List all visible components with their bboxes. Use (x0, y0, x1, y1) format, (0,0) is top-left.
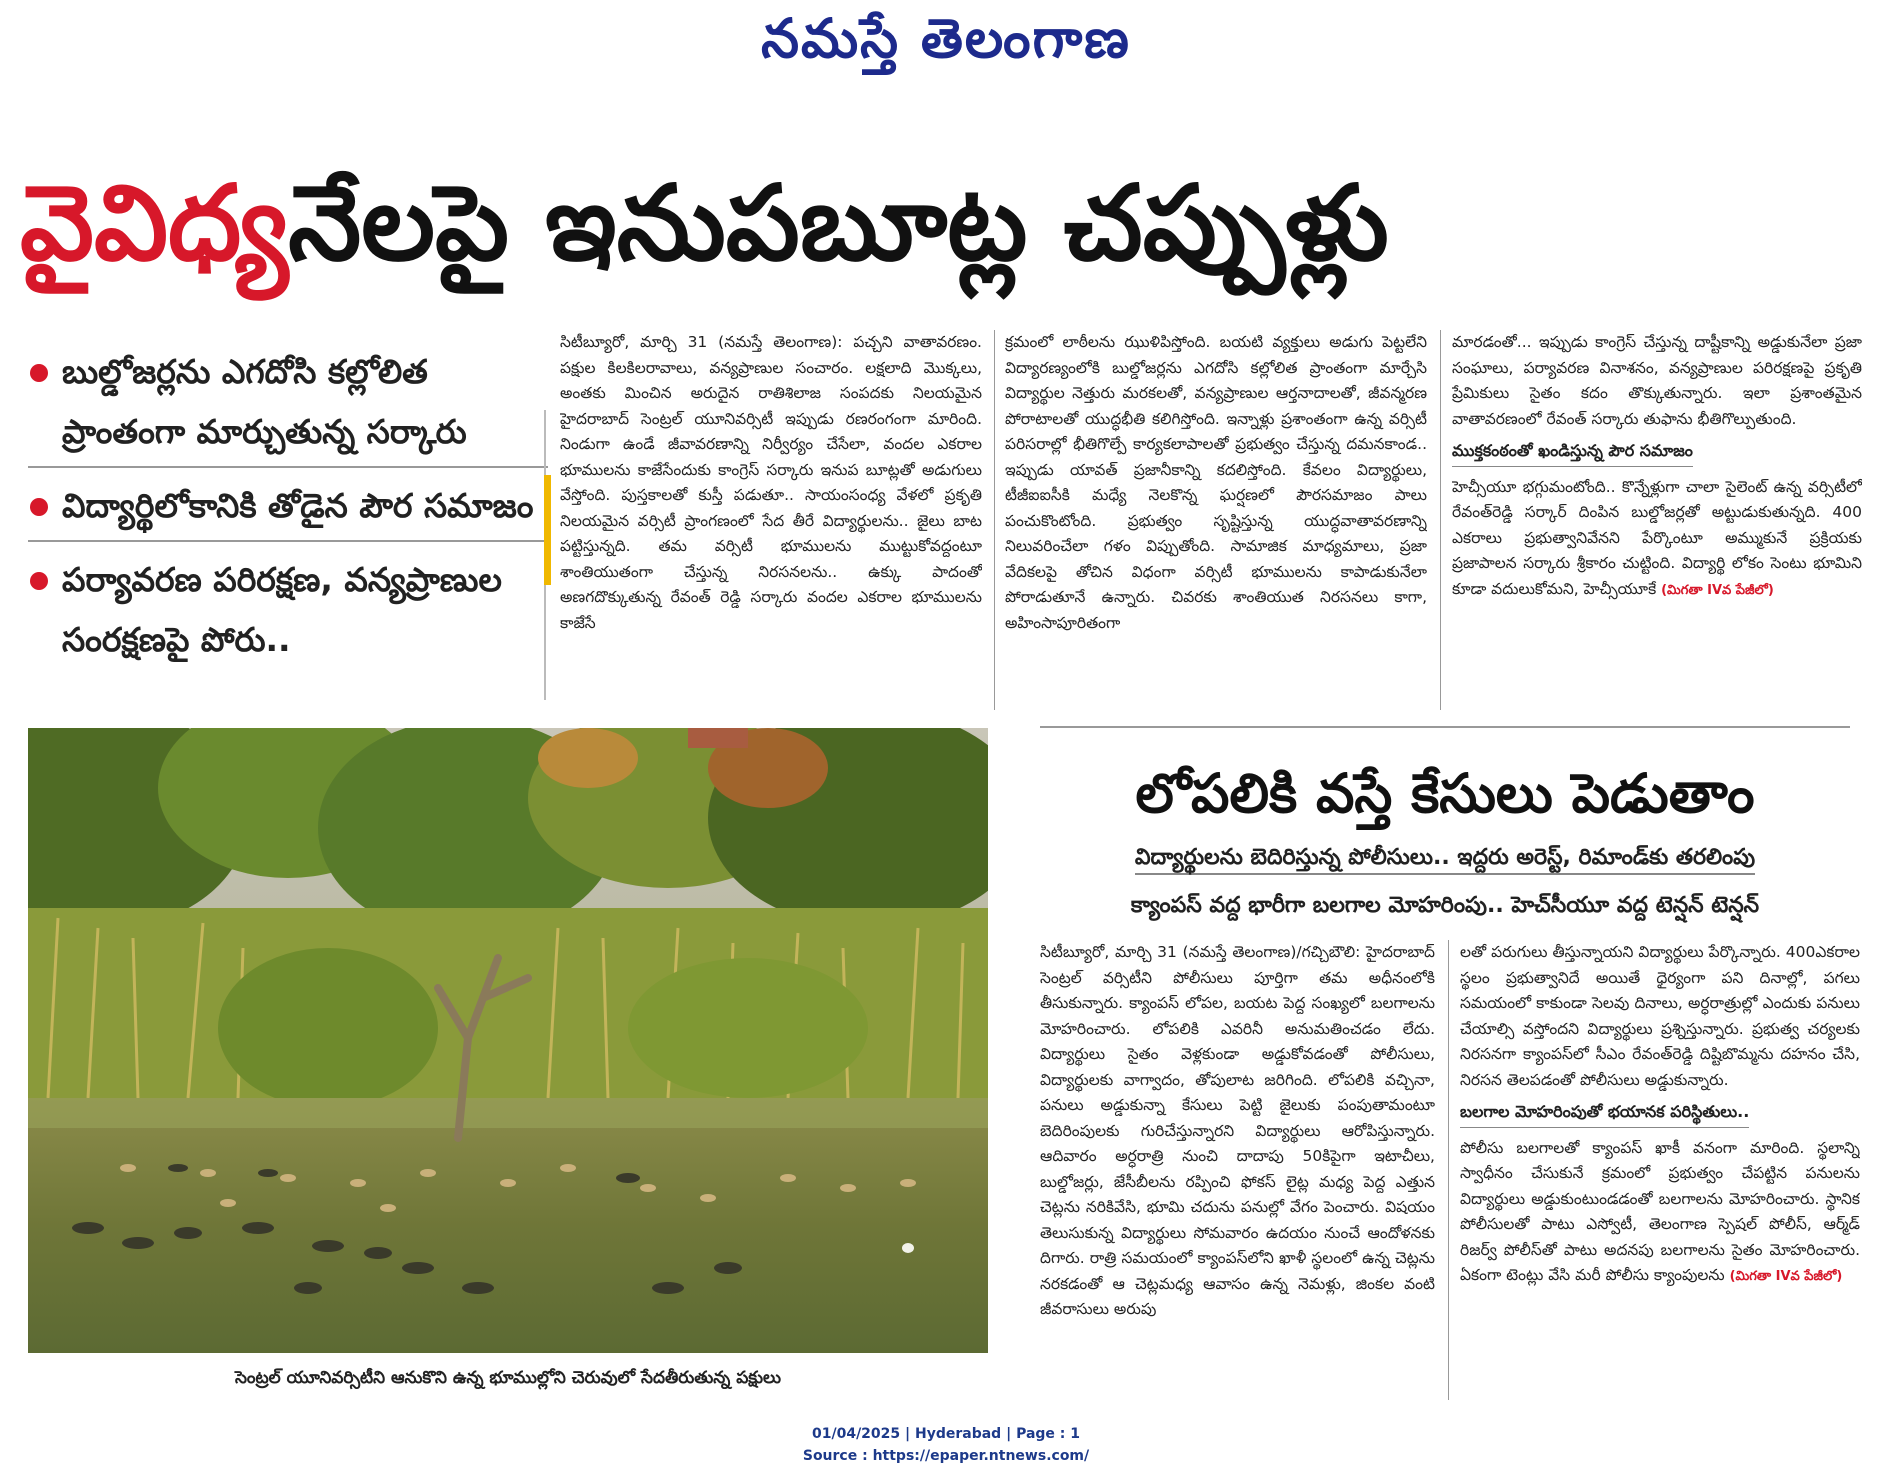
bullet-text: బుల్డోజర్లను ఎగదోసి కల్లోలిత ప్రాంతంగా మార్చుతున్న సర్కారు (62, 352, 467, 451)
lake-birds-image (28, 728, 988, 1353)
bullet-dot-icon (30, 364, 48, 382)
footer-source-line: Source : https://epaper.ntnews.com/ (802, 1448, 1090, 1464)
headline-red-part: వైవిధ్య (20, 162, 289, 284)
bullet-item (28, 342, 548, 468)
continued-note: (మిగతా IVవ పేజీలో) (1729, 1269, 1843, 1284)
story1-column-2 (1005, 330, 1427, 710)
bullet-text: విద్యార్థిలోకానికి తోడైన పౌర సమాజం (62, 486, 534, 525)
story2-col1-text: సిటీబ్యూరో, మార్చి 31 (నమస్తే తెలంగాణ)/గచ్చిబౌలి: హైదరాబాద్ సెంట్రల్ వర్సిటీని పోలీసులు పూర్తిగా తమ అధీనంలోకి తీసుకున్నారు. క్యాంపస్ లోపల, బయట పెద్ద సంఖ్యలో బలగాలను మోహరించారు. లోపలికి ఎవరినీ అనుమతించడం లేదు. విద్యార్థులు సైతం వెళ్లకుండా అడ్డుకోవడంతో పోలీసులు, విద్యార్థులకు వాగ్వాదం, తోపులాట జరిగింది. లోపలికి వచ్చినా, పనులు అడ్డుకున్నా కేసులు పెట్టి జైలుకు పంపుతామంటూ బెదిరింపులకు గురిచేస్తున్నారని విద్యార్థులు ఆరోపిస్తున్నారు. ఆదివారం అర్ధరాత్రి నుంచి దాదాపు 50కిపైగా ఇటాచీలు, బుల్డోజర్లు, జేసీబీలను రప్పించి ఫోకస్ లైట్ల మధ్య పెద్ద ఎత్తున చెట్లను నరికివేసి, భూమి చదును పనుల్లో వేగం పెంచారు. విషయం తెలుసుకున్న విద్యార్థులు సోమవారం ఉదయం నుంచే ఆందోళనకు దిగారు. రాత్రి సమయంలో క్యాంపస్‌లోని ఖాళీ స్థలంలో ఉన్న చెట్లను నరకడంతో ఆ చెట్లమధ్య ఆవాసం ఉన్న నెమళ్లు, జింకల వంటి జీవరాసులు అరుపు (1040, 943, 1435, 1318)
story2-deck-1 (1040, 845, 1850, 875)
story2-col2a-text: లతో పరుగులు తీస్తున్నాయని విద్యార్థులు పేర్కొన్నారు. 400ఎకరాల స్థలం ప్రభుత్వానిదే అయితే ధైర్యంగా పని దినాల్లో, పగలు సమయంలో కాకుండా సెలవు దినాలు, అర్ధరాత్రుల్లో ఎందుకు పనులు చేయాల్సి వస్తోందని విద్యార్థులు ప్రశ్నిస్తున్నారు. ప్రభుత్వ చర్యలకు నిరసనగా క్యాంపస్‌లో సీఎం రేవంత్‌రెడ్డి దిష్టిబొమ్మను దహనం చేసి, నిరసన తెలపడంతో పోలీసులు అడ్డుకున్నారు. (1460, 943, 1860, 1089)
section-divider (1040, 726, 1850, 728)
story2-subhead: బలగాల మోహరింపుతో భయానక పరిస్థితులు.. (1460, 1099, 1749, 1128)
lake-photo (28, 728, 988, 1353)
footer-date-line: 01/04/2025 | Hyderabad | Page : 1 (811, 1426, 1081, 1442)
story1-column-1 (560, 330, 982, 710)
column-divider (994, 330, 995, 710)
story2-col2b-text: పోలీసు బలగాలతో క్యాంపస్ ఖాకీ వనంగా మారింది. స్థలాన్ని స్వాధీనం చేసుకునే క్రమంలో ప్రభుత్వం చేపట్టిన పనులను విద్యార్థులు అడ్డుకుంటుండడంతో బలగాలను మోహరించారు. స్థానిక పోలీసులతో పాటు ఎస్వోటీ, తెలంగాణ స్పెషల్ పోలీస్, ఆర్మ్‌డ్ రిజర్వ్ పోలీస్‌తో పాటు అదనపు బలగాలను సైతం మోహరించారు. ఏకంగా టెంట్లు వేసి మరీ పోలీసు క్యాంపులను (1460, 1138, 1860, 1284)
masthead-logo: నమస్తే తెలంగాణ (761, 6, 1131, 70)
main-headline (20, 138, 1870, 308)
story1-column-3 (1452, 330, 1862, 710)
deck1-text: విద్యార్థులను బెదిరిస్తున్న పోలీసులు.. ఇద్దరు అరెస్ట్, రిమాండ్‌కు తరలింపు (1135, 845, 1755, 875)
story2-deck-2: క్యాంపస్ వద్ద భారీగా బలగాల మోహరింపు.. హెచ్‌సీయూ వద్ద టెన్షన్ టెన్షన్ (1130, 893, 1760, 918)
story2-column-1 (1040, 940, 1435, 1400)
story1-col3b-text: హెచ్సీయూ భగ్గుమంటోంది.. కొన్నేళ్లుగా చాలా సైలెంట్ ఉన్న వర్సిటీలో రేవంత్‌రెడ్డి సర్కార్ దింపిన బుల్డోజర్లతో అట్టుడుకుతున్నది. 400 ఎకరాలు ప్రభుత్వానివేనని పేర్కొంటూ అమ్ముకునే ప్రక్రియకు ప్రజాపాలన సర్కారు శ్రీకారం చుట్టింది. విద్యార్థి లోకం సెంటు భూమిని కూడా వదులుకోమని, హెచ్సీయూకే (1452, 477, 1862, 598)
bullet-item (28, 550, 548, 674)
photo-caption: సెంట్రల్ యూనివర్సిటీని ఆనుకొని ఉన్న భూముల్లోని చెరువులో సేదతీరుతున్న పక్షులు (235, 1368, 781, 1388)
story1-col2-text: క్రమంలో లాఠీలను ఝుళిపిస్తోంది. బయటి వ్యక్తులు అడుగు పెట్టలేని విద్యారణ్యంలోకి బుల్డోజర్లను ఎగదోసి కల్లోలిత ప్రాంతంగా మార్చేసి విద్యార్థుల నెత్తురు మరకలతో, వన్యప్రాణుల ఆర్తనాదాలతో, జీవన్మరణ పోరాటాలతో యుద్ధభీతి కలిగిస్తోంది. ఇన్నాళ్లు ప్రశాంతంగా ఉన్న వర్సిటీ పరిసరాల్లో భీతిగొల్పే కార్యకలాపాలతో ప్రభుత్వం చేస్తున్న దమనకాండ.. ఇప్పుడు యావత్ ప్రజానీకాన్ని కదలిస్తోంది. కేవలం విద్యార్థులు, టీజీఐఐసీకి మధ్యే నెలకొన్న ఘర్షణలో పౌరసమాజం పాలు పంచుకొంటోంది. ప్రభుత్వం సృష్టిస్తున్న యుద్ధవాతావరణాన్ని నిలువరించేలా గళం విప్పుతోంది. సామాజిక మాధ్యమాలు, ప్రజా వేదికలపై తోచిన విధంగా వర్సిటీ భూములను కాపాడుకునేలా పోరాడుతూనే ఉన్నారు. చివరకు శాంతియుత నిరసనలు కాగా, అహింసాపూరితంగా (1005, 333, 1427, 632)
column-divider (1448, 940, 1449, 1400)
bullet-dot-icon (30, 498, 48, 516)
page-footer (0, 1423, 1892, 1467)
bullet-item (28, 476, 548, 542)
story1-col3a-text: మారడంతో... ఇప్పుడు కాంగ్రెస్ చేస్తున్న దాష్టీకాన్ని అడ్డుకునేలా ప్రజా సంఘాలు, పర్యావరణ వినాశనం, వన్యప్రాణుల పరిరక్షణపై ప్రకృతి ప్రేమికులు సైతం కదం తొక్కుతున్నారు. ఇలా ప్రశాంతమైన వాతావరణంలో రేవంత్ సర్కారు తుఫాను భీతిగొల్పుతుంది. (1452, 333, 1862, 428)
story2-column-2 (1460, 940, 1860, 1400)
continued-note: (మిగతా IVవ పేజీలో) (1661, 582, 1774, 598)
story2-headline: లోపలికి వస్తే కేసులు పెడుతాం (1135, 762, 1755, 825)
bullet-dot-icon (30, 572, 48, 590)
column-divider (1440, 330, 1441, 710)
bullet-text: పర్యావరణ పరిరక్షణ, వన్యప్రాణుల సంరక్షణపై పోరు.. (62, 560, 502, 659)
headline-black-part: నేలపై ఇనుపబూట్ల చప్పుళ్లు (288, 162, 1389, 284)
accent-bar (544, 475, 551, 585)
story1-col1-text: సిటీబ్యూరో, మార్చి 31 (నమస్తే తెలంగాణ): పచ్చని వాతావరణం. పక్షుల కిలకిలరావాలు, వన్యప్రాణుల సంచారం. లక్షలాది మొక్కలు, అంతకు మించిన అరుదైన రాతిశిలాజ సంపదకు నిలయమైన హైదరాబాద్ సెంట్రల్ యూనివర్సిటీ ఇప్పుడు రణరంగంగా మారింది. నిండుగా ఉండే జీవావరణాన్ని నిర్వీర్యం చేసేలా, వందల ఎకరాల భూములను కాజేసేందుకు కాంగ్రెస్ సర్కారు ఇనుప బూట్లతో అడుగులు వేస్తోంది. పుస్తకాలతో కుస్తీ పడుతూ.. సాయంసంధ్య వేళలో ప్రకృతి నిలయమైన వర్సిటీ ప్రాంగణంలో సేద తీరే విద్యార్థులను.. జైలు బాట పట్టిస్తున్నది. తమ వర్సిటీ భూములను ముట్టుకోవద్దంటూ శాంతియుతంగా చేస్తున్న నిరసనలను.. ఉక్కు పాదంతో అణగదొక్కుతున్న రేవంత్ రెడ్డి సర్కారు వందల ఎకరాల భూములను కాజేసే (560, 333, 982, 632)
story1-subhead: ముక్తకంఠంతో ఖండిస్తున్న పౌర సమాజం (1452, 438, 1693, 467)
highlight-bullets (28, 342, 548, 682)
